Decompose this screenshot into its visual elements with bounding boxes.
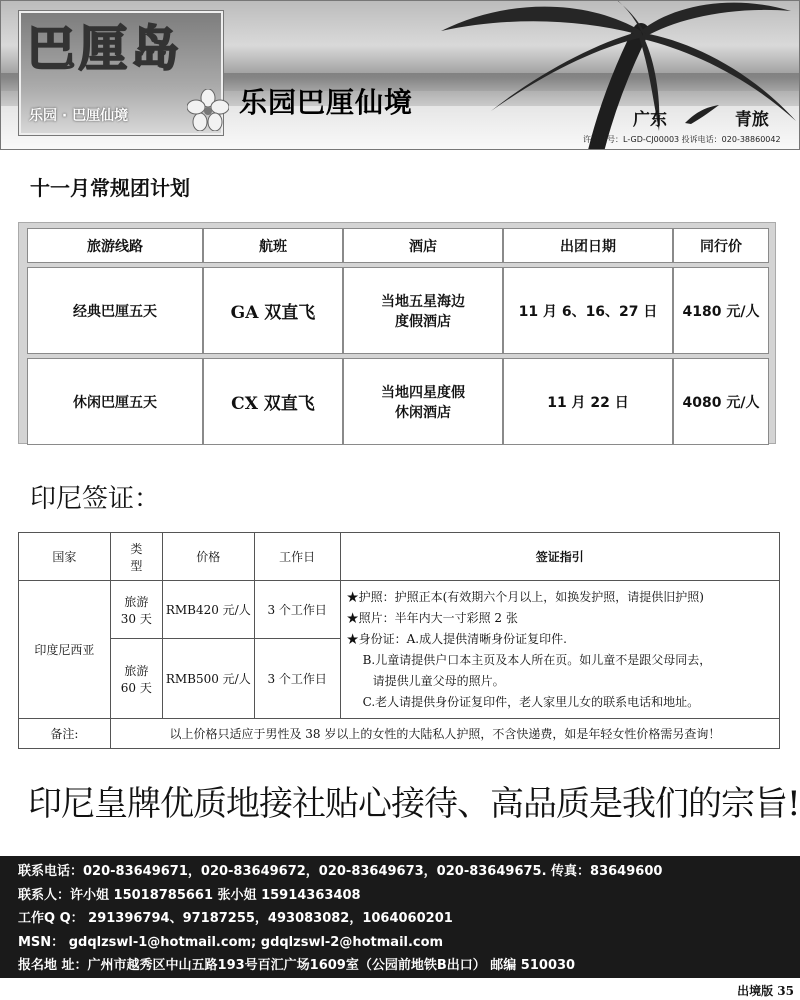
- col-price: 同行价: [673, 228, 769, 263]
- visa-price-cell: RMB500 元/人: [162, 639, 254, 719]
- logo-subtitle: 乐园 · 巴厘仙境: [29, 108, 129, 124]
- flower-icon: [187, 89, 229, 131]
- contact-phone: 联系电话：020-83649671，020-83649672，020-83649673，020-83649675. 传真：83649600: [18, 864, 663, 879]
- hotel-line: 休闲酒店: [395, 404, 451, 421]
- guide-line: ★照片：半年内大一寸彩照 2 张: [346, 610, 518, 625]
- visa-type-cell: [110, 581, 162, 639]
- visa-remark-row: [19, 719, 780, 749]
- guide-line: ★身份证：A.成人提供清晰身份证复印件.: [346, 631, 567, 646]
- tour-row: [27, 358, 769, 445]
- hotel-cell: [343, 358, 503, 445]
- banner-title: 乐园巴厘仙境: [239, 86, 414, 119]
- contact-panel: [0, 856, 800, 978]
- price-cell: 4180 元/人: [673, 267, 769, 354]
- tour-table-frame: [18, 222, 776, 444]
- visa-heading: 印尼签证：: [30, 484, 161, 514]
- dates-cell: 11 月 22 日: [503, 358, 673, 445]
- contact-persons: 联系人：许小姐 15018785661 张小姐 15914363408: [18, 887, 361, 903]
- country-cell: 印度尼西亚: [19, 581, 111, 719]
- col-workdays: 工作日: [254, 533, 340, 581]
- col-flight: 航班: [203, 228, 343, 263]
- flight-cell: GA 双直飞: [203, 267, 343, 354]
- slogan: 印尼皇牌优质地接社贴心接待、高品质是我们的宗旨!: [28, 784, 800, 824]
- visa-type-line: 60 天: [120, 680, 152, 695]
- route-cell: 休闲巴厘五天: [27, 358, 203, 445]
- contact-address: 报名地 址：广州市越秀区中山五路193号百汇广场1609室（公园前地铁B出口） 邮编 510030: [18, 958, 576, 973]
- visa-type-line: 30 天: [120, 611, 152, 626]
- remark-text: 以上价格只适应于男性及 38 岁以上的女性的大陆私人护照，不含快递费，如是年轻女性价格需另查询！: [110, 719, 779, 749]
- visa-header-row: [19, 533, 780, 581]
- dates-cell: 11 月 6、16、27 日: [503, 267, 673, 354]
- agency-name: [633, 103, 769, 130]
- guide-line: 请提供儿童父母的照片。: [372, 673, 505, 688]
- hotel-line: 当地五星海边: [381, 293, 465, 310]
- tour-row: [27, 267, 769, 354]
- header-banner: [0, 0, 800, 150]
- visa-workdays-cell: 3 个工作日: [254, 581, 340, 639]
- col-guide: 签证指引: [340, 533, 779, 581]
- col-country: 国家: [19, 533, 111, 581]
- col-type-line: 类: [130, 541, 143, 556]
- visa-workdays-cell: 3 个工作日: [254, 639, 340, 719]
- agency-logo-icon: [673, 103, 729, 125]
- hotel-cell: [343, 267, 503, 354]
- hotel-line: 当地四星度假: [381, 384, 465, 401]
- visa-guide-cell: [340, 581, 779, 719]
- logo: [19, 11, 223, 135]
- col-hotel: 酒店: [343, 228, 503, 263]
- guide-line: C.老人请提供身份证复印件，老人家里儿女的联系电话和地址。: [362, 694, 700, 709]
- visa-type-line: 旅游: [124, 663, 149, 678]
- guide-line: B.儿童请提供户口本主页及本人所在页。如儿童不是跟父母同去，: [362, 652, 712, 667]
- remark-label: 备注:: [19, 719, 111, 749]
- col-type: [110, 533, 162, 581]
- flight-cell: CX 双直飞: [203, 358, 343, 445]
- license-info: 许可证号：L-GD-CJ00003 投诉电话：020-38860042: [583, 135, 781, 144]
- col-visa-price: 价格: [162, 533, 254, 581]
- contact-qq: 工作Q Q： 291396794、97187255，493083082，1064060201: [18, 911, 453, 926]
- tour-header-row: [27, 228, 769, 263]
- visa-type-cell: [110, 639, 162, 719]
- agency-right: 青旅: [734, 110, 769, 130]
- price-cell: 4080 元/人: [673, 358, 769, 445]
- hotel-line: 度假酒店: [395, 313, 451, 330]
- tour-plan-heading: 十一月常规团计划: [30, 176, 190, 200]
- col-type-line: 型: [130, 558, 143, 573]
- visa-type-line: 旅游: [124, 594, 149, 609]
- visa-table: [18, 532, 780, 749]
- contact-msn: MSN： gdqlzswl-1@hotmail.com; gdqlzswl-2@hotmail.com: [18, 934, 444, 950]
- guide-line: ★护照：护照正本(有效期六个月以上，如换发护照，请提供旧护照): [346, 589, 704, 604]
- logo-text: 巴厘岛: [27, 21, 184, 77]
- route-cell: 经典巴厘五天: [27, 267, 203, 354]
- tour-table: [27, 228, 769, 445]
- agency-left: 广东: [633, 110, 667, 130]
- col-dates: 出团日期: [503, 228, 673, 263]
- col-route: 旅游线路: [27, 228, 203, 263]
- page-label: 出境版 35: [737, 984, 794, 998]
- visa-row: [19, 581, 780, 639]
- visa-price-cell: RMB420 元/人: [162, 581, 254, 639]
